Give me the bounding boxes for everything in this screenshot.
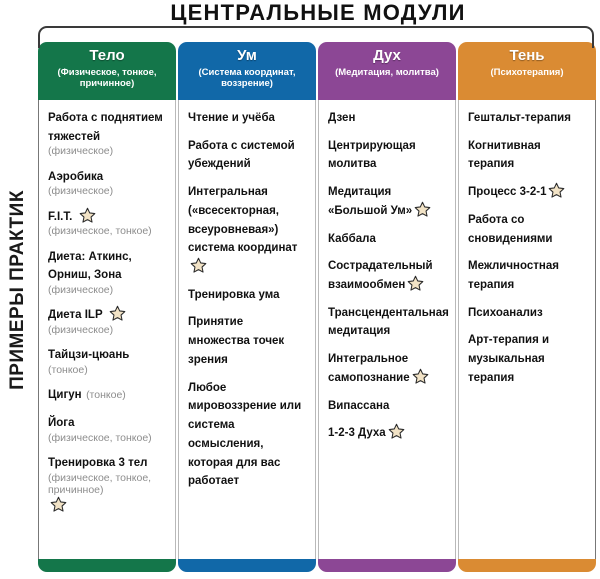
- practice-name: Принятие множества точек зрения: [188, 316, 285, 366]
- practice-name: Любое мировоззрение или система осмысления, которая для вас работает: [188, 381, 302, 488]
- column-subtitle: (Психотерапия): [490, 66, 564, 78]
- practice-item: [188, 312, 308, 368]
- practice-name: Аэробика: [48, 170, 104, 183]
- side-caption-label: ПРИМЕРЫ ПРАКТИК: [7, 189, 29, 390]
- module-column-2: [178, 42, 316, 572]
- star-icon: [109, 305, 126, 322]
- practice-name: Чтение и учёба: [188, 112, 275, 124]
- column-header-1: [38, 42, 176, 100]
- practice-item: [188, 378, 308, 490]
- module-column-4: [458, 42, 596, 572]
- practice-item: [468, 136, 588, 173]
- column-body-2: [178, 100, 316, 559]
- practice-item: [48, 413, 168, 444]
- practice-item: [48, 453, 168, 515]
- practice-name: Гештальт-терапия: [468, 112, 571, 124]
- practice-name: Цигун: [48, 389, 82, 402]
- column-body-4: [458, 100, 596, 559]
- column-footer-2: [178, 559, 316, 572]
- column-body-3: [318, 100, 456, 559]
- column-title: Дух: [373, 47, 401, 64]
- practice-name: Медитация «Большой Ум»: [328, 186, 413, 217]
- star-icon: [414, 201, 431, 218]
- practice-name: Диета ILP: [48, 309, 103, 322]
- module-column-1: [38, 42, 176, 572]
- practice-item: [48, 108, 168, 158]
- practice-qualifier: (физическое, тонкое): [48, 225, 152, 238]
- column-subtitle: (Система координат, воззрение): [198, 66, 296, 89]
- module-column-3: [318, 42, 456, 572]
- column-title: Тень: [509, 47, 545, 64]
- practice-item: [468, 303, 588, 322]
- practice-name: Трансцендентальная медитация: [328, 306, 449, 338]
- practice-item: [48, 345, 168, 376]
- star-icon: [190, 257, 207, 274]
- practice-item: [48, 207, 168, 238]
- star-icon: [548, 182, 565, 199]
- practice-qualifier: (физическое): [48, 284, 114, 297]
- column-title: Ум: [237, 47, 257, 64]
- practice-item: [468, 182, 588, 201]
- practice-qualifier: (физическое, тонкое, причинное): [48, 471, 152, 497]
- column-footer-1: [38, 559, 176, 572]
- practice-name: Межличностная терапия: [468, 260, 559, 292]
- practice-name: Работа со сновидениями: [468, 213, 553, 245]
- practice-name: Йога: [48, 417, 75, 430]
- title-bracket-line: [38, 26, 594, 48]
- practice-item: [328, 256, 448, 293]
- practice-name: Тренировка ума: [188, 288, 280, 301]
- column-footer-3: [318, 559, 456, 572]
- practice-name: Центрирующая молитва: [328, 139, 416, 171]
- title-area: [36, 0, 600, 38]
- practice-name: Работа с поднятием тяжестей: [48, 112, 163, 143]
- practice-item: [48, 247, 168, 297]
- practice-item: [328, 182, 448, 219]
- practice-item: [468, 256, 588, 293]
- practice-item: [188, 285, 308, 304]
- column-header-4: [458, 42, 596, 100]
- practice-item: [328, 423, 448, 442]
- practice-name: Интегральная («всесекторная, всеуровневая») система координат: [188, 186, 298, 255]
- practice-item: [328, 349, 448, 386]
- star-icon: [79, 207, 96, 224]
- practice-name: Арт-терапия и музыкальная терапия: [468, 334, 550, 384]
- practice-name: Психоанализ: [468, 306, 543, 319]
- practice-item: [328, 136, 448, 173]
- practice-name: Интегральное самопознание: [328, 353, 410, 384]
- practice-item: [328, 396, 448, 415]
- practice-name: Процесс 3-2-1: [468, 186, 547, 199]
- column-subtitle: (Физическое, тонкое, причинное): [57, 66, 157, 89]
- modules-board: [38, 42, 596, 572]
- star-icon: [50, 496, 67, 513]
- practice-item: [48, 305, 168, 336]
- column-subtitle: (Медитация, молитва): [335, 66, 439, 78]
- practice-item: [188, 108, 308, 127]
- column-header-3: [318, 42, 456, 100]
- practice-qualifier: (тонкое): [86, 389, 126, 402]
- practice-qualifier: (физическое): [48, 185, 114, 198]
- column-body-1: [38, 100, 176, 559]
- practice-name: Работа с системой убеждений: [188, 139, 295, 171]
- practice-item: [328, 303, 448, 340]
- column-header-2: [178, 42, 316, 100]
- practice-qualifier: (физическое): [48, 324, 114, 337]
- page-title: ЦЕНТРАЛЬНЫЕ МОДУЛИ: [160, 0, 475, 26]
- practice-name: 1-2-3 Духа: [328, 427, 386, 440]
- practice-item: [328, 229, 448, 248]
- practice-qualifier: (физическое): [48, 145, 114, 158]
- practice-name: Когнитивная терапия: [468, 139, 541, 171]
- practice-item: [188, 182, 308, 276]
- practice-name: Каббала: [328, 232, 376, 245]
- side-caption: [0, 0, 36, 579]
- practice-name: F.I.T.: [48, 210, 73, 223]
- practice-item: [48, 385, 168, 404]
- practice-name: Тренировка 3 тел: [48, 457, 148, 470]
- practice-item: [468, 108, 588, 127]
- practice-qualifier: (тонкое): [48, 364, 88, 377]
- practice-item: [48, 167, 168, 198]
- practice-name: Диета: Аткинс, Орниш, Зона: [48, 250, 132, 282]
- practice-name: Тайцзи-цюань: [48, 349, 130, 362]
- practice-item: [188, 136, 308, 173]
- column-title: Тело: [89, 47, 125, 64]
- practice-item: [468, 210, 588, 247]
- column-footer-4: [458, 559, 596, 572]
- star-icon: [388, 423, 405, 440]
- practice-item: [328, 108, 448, 127]
- star-icon: [407, 275, 424, 292]
- star-icon: [412, 368, 429, 385]
- practice-name: Випассана: [328, 399, 390, 412]
- practice-qualifier: (физическое, тонкое): [48, 431, 152, 444]
- practice-item: [468, 330, 588, 386]
- practice-name: Сострадательный взаимообмен: [328, 260, 433, 292]
- practice-name: Дзен: [328, 112, 356, 124]
